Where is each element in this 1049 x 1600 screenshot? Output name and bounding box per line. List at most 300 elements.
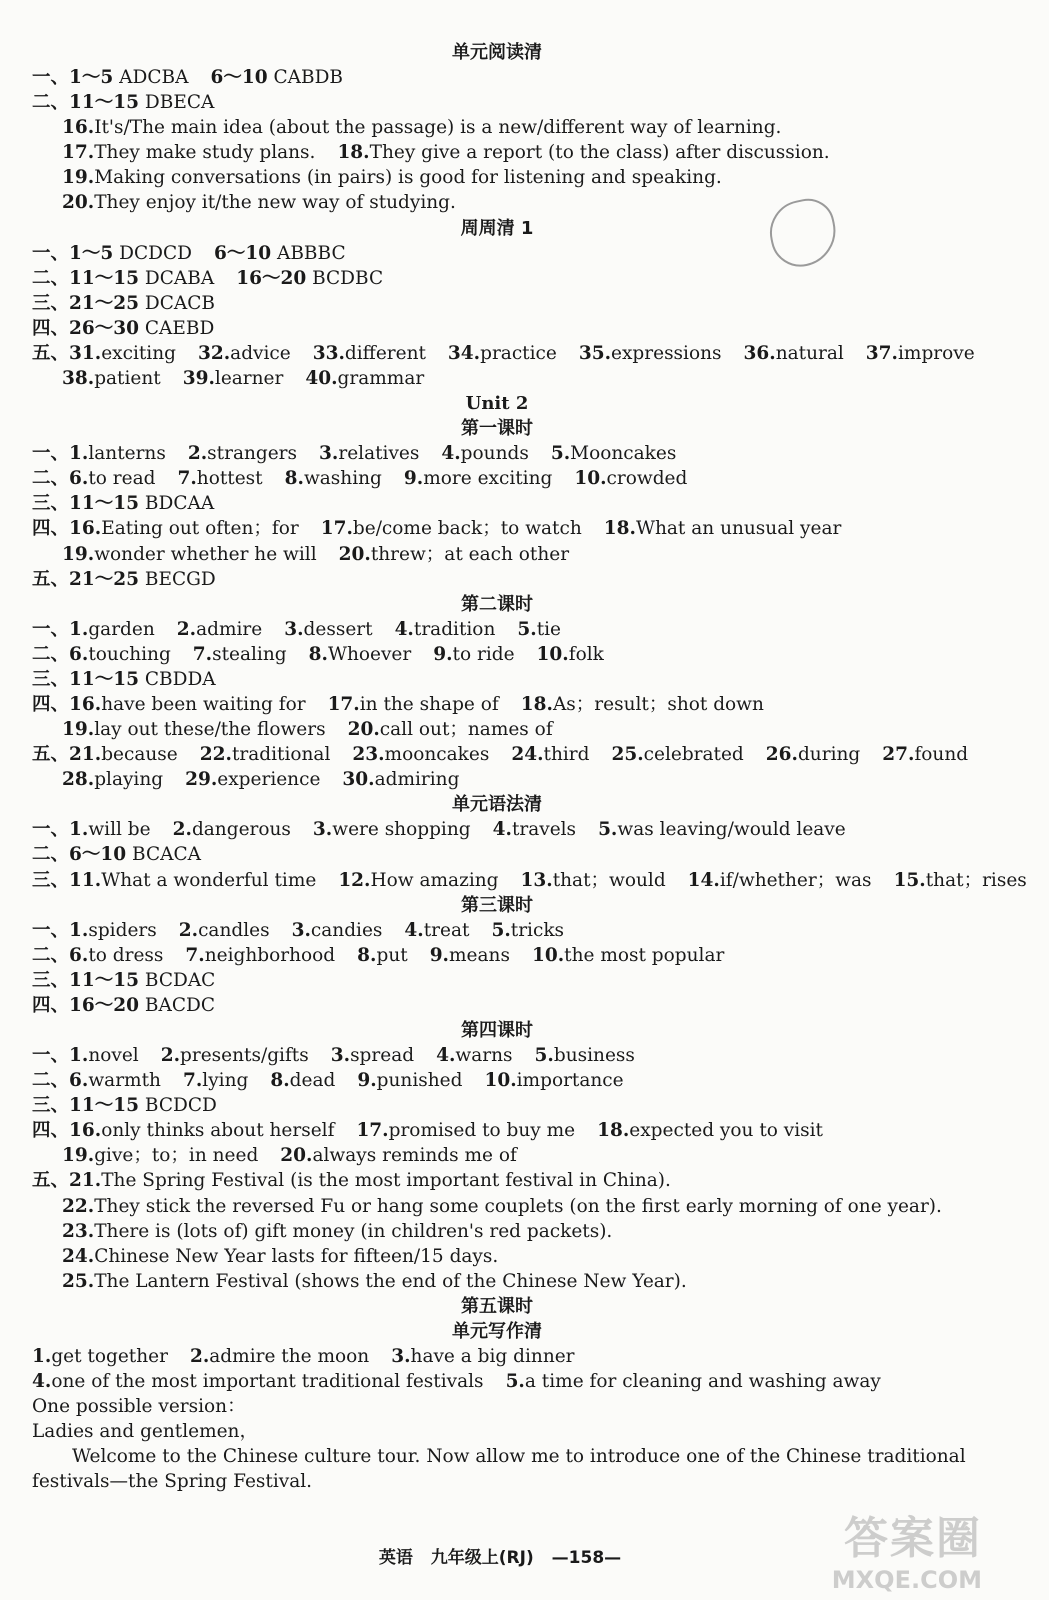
part-number [32, 644, 69, 665]
answer-item [69, 293, 215, 314]
part-number [32, 1070, 69, 1091]
answer-line [32, 491, 962, 516]
answer-text: presents/gifts [180, 1045, 309, 1066]
watermark-logo: 答案圈 [844, 1513, 982, 1564]
question-number: 11. [69, 869, 102, 891]
part-number [32, 518, 69, 539]
answer-text: washing [303, 468, 382, 490]
answer-line [32, 717, 962, 742]
question-number: 13. [520, 869, 553, 891]
answer-item [441, 443, 528, 464]
question-number: 37. [865, 342, 898, 364]
answer-text: relatives [338, 443, 420, 465]
answer-text: give；to；in need [94, 1145, 259, 1167]
answer-item [62, 368, 161, 389]
answer-line [32, 943, 962, 968]
question-number: 10. [484, 1070, 517, 1092]
question-number: 2. [176, 618, 197, 640]
part-number [32, 1170, 69, 1191]
answer-line [32, 1093, 962, 1118]
answer-text: business [553, 1045, 635, 1066]
answer-text: playing [94, 769, 164, 791]
question-number: 20. [62, 192, 95, 214]
question-number: 5. [505, 1371, 525, 1393]
question-number: 7. [182, 1070, 203, 1092]
answer-text: natural [775, 342, 844, 364]
question-number: 1. [69, 919, 89, 941]
question-number: 22. [62, 1195, 95, 1217]
footer-page-number: —158— [551, 1548, 622, 1568]
answer-text: BECGD [139, 568, 216, 590]
question-number: 36. [743, 342, 776, 364]
question-number: 16. [69, 518, 102, 540]
section-title: 单元阅读清 [452, 42, 542, 63]
answer-text: dessert [303, 618, 373, 640]
question-number: 7. [192, 643, 213, 665]
answer-text: travels [511, 819, 577, 841]
answer-line [32, 1118, 962, 1143]
question-number: 二、 [32, 643, 70, 665]
question-number: 11～15 [69, 668, 140, 690]
question-number: 34. [447, 342, 481, 364]
question-number: 10. [536, 643, 569, 665]
question-number: 6～10 [210, 67, 268, 88]
answer-item [69, 318, 214, 339]
answer-line [32, 140, 962, 165]
question-number: 3. [391, 1345, 411, 1367]
answer-item [69, 268, 214, 289]
answer-item [69, 945, 163, 966]
answer-item [597, 1120, 823, 1141]
question-number: 19. [62, 1145, 95, 1167]
question-number: 17. [327, 693, 360, 715]
part-number [32, 343, 69, 364]
question-number: 1. [69, 618, 89, 640]
answer-item [506, 1371, 881, 1392]
answer-text: means [449, 944, 510, 966]
answer-item [574, 468, 687, 489]
answer-text: pounds [460, 443, 529, 465]
answer-item [32, 1371, 484, 1392]
question-number: 21～25 [69, 568, 140, 590]
question-number: 6. [69, 944, 89, 966]
question-number: 18. [603, 518, 636, 540]
part-number [32, 468, 69, 489]
answer-text: dead [289, 1070, 336, 1092]
part-number [32, 744, 69, 765]
answer-item [69, 443, 166, 464]
answer-text: candles [198, 919, 270, 941]
question-number: 19. [62, 719, 95, 741]
answer-text: celebrated [643, 744, 744, 766]
answer-text: experience [217, 769, 321, 791]
answer-text: They enjoy it/the new way of studying. [94, 192, 456, 214]
answer-text: spread [350, 1045, 415, 1066]
question-number: 3. [291, 919, 311, 941]
question-number: 1. [69, 1045, 89, 1066]
part-number [32, 92, 69, 113]
question-number: 20. [280, 1145, 313, 1167]
answer-item [356, 1120, 575, 1141]
answer-item [69, 1095, 217, 1116]
part-number [32, 870, 69, 891]
part-number [32, 669, 69, 690]
answer-text: always reminds me of [312, 1145, 517, 1167]
question-number: 2. [187, 443, 208, 465]
answer-text: DBECA [139, 92, 215, 114]
question-number: 24. [511, 744, 544, 766]
question-number: 16. [62, 117, 95, 139]
question-number: 二、 [32, 468, 70, 490]
answer-item [69, 1045, 139, 1066]
answer-item [280, 1145, 517, 1166]
section-title: 单元语法清 [452, 794, 542, 816]
section-title: 第一课时 [461, 418, 533, 440]
answer-item [62, 117, 781, 138]
question-number: 4. [404, 919, 424, 941]
question-number: 6～10 [69, 844, 127, 866]
question-number: 1～5 [69, 67, 114, 88]
answer-item [535, 1045, 635, 1066]
answer-item [62, 544, 317, 565]
answer-text: Whoever [327, 643, 412, 665]
answer-text: expressions [611, 342, 722, 364]
answer-item [404, 920, 469, 941]
answer-line [32, 692, 962, 717]
answer-line [32, 65, 962, 90]
question-number: 9. [429, 944, 450, 966]
answer-text: treat [423, 919, 470, 941]
answer-item [69, 343, 176, 364]
answer-item [62, 1246, 498, 1267]
answer-line [32, 316, 962, 341]
question-number: 5. [534, 1045, 554, 1066]
answer-item [348, 719, 553, 740]
answer-item [551, 443, 677, 464]
question-number: 24. [62, 1245, 95, 1267]
question-number: 2. [160, 1045, 181, 1066]
answer-text: strangers [207, 443, 298, 465]
answer-line [32, 567, 962, 592]
answer-text: tradition [413, 618, 496, 640]
answer-item [284, 619, 372, 640]
part-number [32, 970, 69, 991]
section-title: 第五课时 [461, 1295, 533, 1317]
question-number: 3. [284, 618, 304, 640]
answer-text: patient [94, 368, 161, 390]
answer-text: traditional [231, 744, 331, 766]
answer-text: novel [88, 1045, 139, 1066]
answer-item [69, 870, 316, 891]
answer-text: ABBBC [271, 242, 346, 264]
answer-text: have been waiting for [101, 693, 306, 715]
answer-text: candies [310, 919, 383, 941]
question-number: 11～15 [69, 92, 140, 114]
question-number: 三、 [32, 493, 70, 515]
question-number: 17. [62, 142, 95, 164]
answer-text: a time for cleaning and washing away [524, 1371, 881, 1393]
question-number: 3. [330, 1045, 351, 1066]
answer-text: advice [230, 342, 291, 364]
answer-text: practice [480, 342, 557, 364]
part-number [32, 844, 69, 865]
answer-item [338, 870, 498, 891]
question-number: 1. [32, 1345, 52, 1367]
answer-text: BDCAA [139, 493, 215, 515]
answer-line [32, 868, 1027, 893]
answer-item [331, 1045, 414, 1066]
question-number: 一、 [32, 67, 70, 88]
answer-item [69, 518, 299, 539]
question-number: 11～15 [69, 493, 140, 515]
answer-text: Eating out often；for [101, 518, 299, 540]
question-number: 三、 [32, 1095, 70, 1117]
section-title: 单元写作清 [452, 1320, 542, 1342]
answer-line [32, 1344, 962, 1369]
section-title: 第二课时 [461, 593, 533, 615]
question-number: 31. [69, 342, 102, 364]
answer-item [214, 243, 346, 264]
answer-text: tie [536, 618, 562, 640]
question-number: 2. [172, 819, 192, 841]
part-number [32, 293, 69, 314]
question-number: 8. [270, 1070, 290, 1092]
answer-text: that；would [552, 869, 666, 891]
answer-item [611, 744, 743, 765]
part-number [32, 920, 69, 941]
answer-item [766, 744, 860, 765]
answer-item [198, 343, 291, 364]
answer-line [32, 1269, 962, 1294]
answer-text: folk [568, 643, 604, 665]
answer-text: tricks [510, 919, 565, 941]
answer-line [32, 1219, 962, 1244]
question-number: 4. [32, 1371, 52, 1393]
question-number: 8. [284, 468, 304, 490]
answer-item [177, 468, 262, 489]
question-number: 25. [62, 1270, 95, 1292]
answer-line [32, 1068, 962, 1093]
answer-line [32, 617, 962, 642]
answer-item [493, 819, 576, 840]
answer-line [32, 667, 962, 692]
answer-text: They stick the reversed Fu or hang some couplets (on the first early morning of one year). [94, 1195, 942, 1217]
question-number: 5. [517, 618, 537, 640]
answer-text: third [543, 744, 590, 766]
question-number: 1. [69, 819, 89, 841]
answer-line [32, 767, 962, 792]
answer-line [32, 642, 962, 667]
section-title: 第四课时 [461, 1020, 533, 1041]
answer-line [32, 115, 962, 140]
question-number: 26～30 [69, 317, 140, 339]
answer-item [188, 443, 297, 464]
answer-item [236, 268, 383, 289]
answer-item [62, 719, 326, 740]
answer-item [32, 1346, 168, 1367]
part-number [32, 619, 69, 640]
answer-text: admire [196, 618, 263, 640]
answer-line [32, 817, 962, 842]
answer-text: The Spring Festival (is the most important festival in China). [101, 1170, 671, 1192]
question-number: 三、 [32, 292, 70, 314]
answer-item [339, 544, 569, 565]
answer-text: promised to buy me [388, 1120, 576, 1142]
answer-text: DCACB [139, 292, 215, 314]
question-number: 9. [403, 468, 424, 490]
question-number: 9. [433, 643, 453, 665]
answer-item [69, 970, 215, 991]
question-number: 29. [185, 769, 218, 791]
answer-item [69, 1170, 671, 1191]
answer-text: BCACA [126, 844, 201, 866]
answer-item [193, 644, 287, 665]
answer-item [357, 945, 408, 966]
question-number: 12. [338, 869, 371, 891]
part-number [32, 67, 69, 88]
answer-text: warns [455, 1045, 513, 1066]
answer-item [511, 744, 589, 765]
question-number: 四、 [32, 1120, 70, 1142]
question-number: 5. [598, 819, 618, 841]
question-number: 一、 [32, 1045, 70, 1066]
answer-item [183, 368, 284, 389]
question-number: 1～5 [69, 242, 114, 264]
answer-text: BCDBC [306, 267, 384, 289]
answer-line: One possible version： [32, 1396, 246, 1418]
answer-line [32, 266, 962, 291]
question-number: 4. [441, 443, 461, 465]
question-number: 四、 [32, 317, 70, 339]
question-number: 8. [357, 944, 377, 966]
answer-item [313, 819, 471, 840]
answer-text: lay out these/the flowers [94, 719, 326, 741]
question-number: 18. [337, 142, 370, 164]
answer-line [32, 1194, 962, 1219]
answer-item [285, 468, 382, 489]
question-number: 2. [189, 1345, 210, 1367]
answer-text: have a big dinner [410, 1345, 575, 1367]
answer-item [688, 870, 872, 891]
answer-item [352, 744, 489, 765]
answer-item [69, 819, 151, 840]
answer-text: Making conversations (in pairs) is good for listening and speaking. [94, 167, 722, 189]
question-number: 21. [69, 1170, 102, 1192]
answer-item [69, 1120, 334, 1141]
answer-item [894, 870, 1027, 891]
question-number: 9. [357, 1070, 377, 1092]
answer-text: grammar [337, 368, 425, 390]
answer-item [744, 343, 844, 364]
question-number: 一、 [32, 618, 70, 640]
question-number: 四、 [32, 693, 70, 715]
question-number: 23. [62, 1220, 95, 1242]
question-number: 23. [352, 744, 385, 766]
answer-line [32, 441, 962, 466]
question-number: 27. [882, 744, 915, 766]
answer-text: to dress [88, 944, 164, 966]
answer-item [69, 92, 214, 113]
answer-item [69, 995, 215, 1016]
part-number [32, 268, 69, 289]
answer-text: lying [202, 1070, 249, 1092]
question-number: 五、 [32, 1170, 70, 1192]
answer-item [69, 744, 178, 765]
answer-text: found [914, 744, 969, 766]
question-number: 17. [356, 1120, 389, 1142]
answer-text: Chinese New Year lasts for fifteen/15 days. [94, 1245, 499, 1267]
footer-subject: 英语 [378, 1548, 413, 1568]
answer-item [69, 644, 171, 665]
part-number [32, 1045, 69, 1066]
answer-text: will be [88, 819, 151, 841]
answer-item [62, 1271, 687, 1292]
answer-text: improve [897, 342, 975, 364]
question-number: 19. [62, 543, 95, 565]
answer-item [270, 1070, 335, 1091]
answer-text: CBDDA [139, 668, 216, 690]
section-title: 周周清 1 [460, 217, 534, 239]
question-number: 16～20 [236, 267, 307, 289]
question-number: 1. [69, 443, 89, 465]
answer-text: The Lantern Festival (shows the end of the Chinese New Year). [94, 1270, 687, 1292]
question-number: 一、 [32, 819, 70, 841]
question-number: 20. [347, 719, 380, 741]
answer-text: lanterns [88, 443, 166, 465]
answer-item [69, 243, 192, 264]
answer-item [357, 1070, 462, 1091]
part-number [32, 1095, 69, 1116]
part-number [32, 443, 69, 464]
answer-line [32, 516, 962, 541]
answer-item [321, 518, 582, 539]
answer-item [598, 819, 846, 840]
answer-line: Ladies and gentlemen， [32, 1421, 258, 1443]
answer-item [62, 1221, 612, 1242]
answer-line [32, 90, 962, 115]
answer-line [32, 542, 962, 567]
answer-text: learner [214, 368, 284, 390]
answer-text: was leaving/would leave [617, 819, 846, 841]
question-number: 22. [199, 744, 232, 766]
answer-text: more exciting [423, 468, 553, 490]
answer-item [309, 644, 412, 665]
answer-item [448, 343, 557, 364]
answer-item [305, 368, 424, 389]
answer-text: because [101, 744, 178, 766]
question-number: 16. [69, 693, 102, 715]
answer-line: festivals—the Spring Festival. [32, 1471, 313, 1493]
answer-text: call out；names of [379, 719, 553, 741]
question-number: 11～15 [69, 1095, 140, 1117]
answer-text: stealing [212, 643, 287, 665]
answer-text: neighborhood [204, 944, 336, 966]
question-number: 二、 [32, 92, 70, 114]
answer-text: There is (lots of) gift money (in children's red packets). [94, 1220, 613, 1242]
answer-text: that；rises [925, 869, 1027, 891]
question-number: 三、 [32, 668, 70, 690]
question-number: 三、 [32, 869, 70, 891]
answer-text: CABDB [267, 67, 343, 88]
answer-item [866, 343, 975, 364]
answer-item [185, 945, 335, 966]
answer-item [436, 1045, 512, 1066]
question-number: 20. [338, 543, 371, 565]
answer-line [32, 366, 962, 391]
answer-text: admire the moon [209, 1345, 370, 1367]
answer-item [579, 343, 722, 364]
answer-text: different [344, 342, 426, 364]
